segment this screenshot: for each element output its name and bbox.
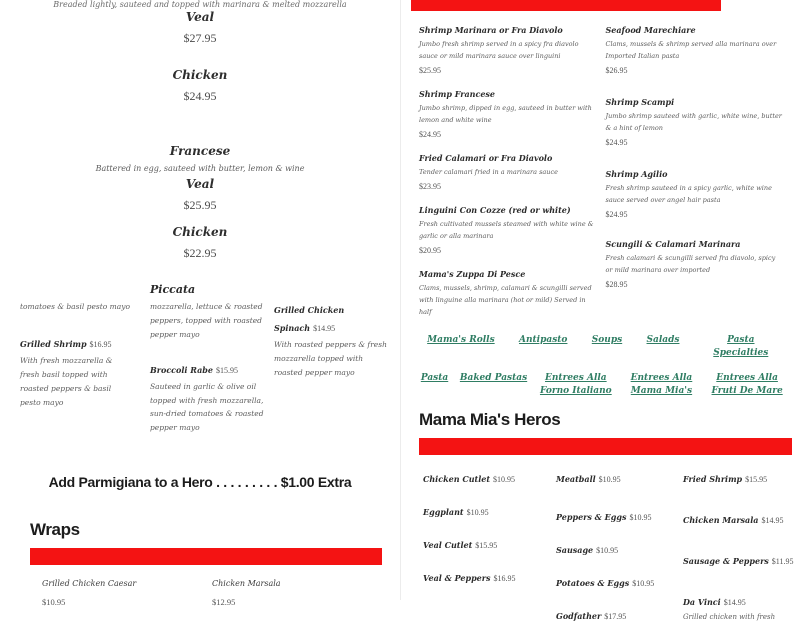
cut-off-description-line: Breaded lightly, sauteed and topped with marinara & melted mozzarella <box>53 0 347 9</box>
francese-title-chicken: Chicken <box>172 225 228 239</box>
seafood-item-description: Jumbo shrimp, dipped in egg, sauteed in butter with lemon and white wine <box>419 104 592 125</box>
hero-column-3 <box>274 283 388 448</box>
heros-items-grid <box>419 469 792 644</box>
seafood-item-price: $26.95 <box>605 66 628 76</box>
seafood-item-name: Scungili & Calamari Marinara <box>605 239 741 250</box>
hero-item-price: $14.95 <box>313 324 336 333</box>
spacer <box>0 46 400 64</box>
wrap-item-chicken-marsala <box>212 579 382 607</box>
dish-title-veal: Veal <box>185 10 215 24</box>
seafood-item-description: Jumbo shrimp sauteed with garlic, white wine, butter & a hint of lemon <box>605 112 782 133</box>
wrap-item-grilled-chicken-caesar <box>42 579 212 607</box>
section-heading-wraps: Wraps <box>30 520 80 540</box>
hero-item-price: $15.95 <box>215 365 238 375</box>
seafood-items-grid <box>401 11 800 332</box>
hero-column-1 <box>20 283 134 448</box>
nav-link-pasta[interactable]: Pasta <box>420 373 449 384</box>
hero-list-item <box>423 568 540 586</box>
seafood-item-name: Seafood Marechiare <box>605 25 696 35</box>
hero-column-2 <box>144 283 264 448</box>
hero-name: Veal Cutlet <box>423 540 473 551</box>
hero-list-item <box>682 551 794 569</box>
nav-link-pasta-specialties[interactable]: Pasta Specialties <box>713 335 769 359</box>
hero-name: Chicken Cutlet <box>423 474 491 485</box>
seafood-item-price: $28.95 <box>605 280 628 290</box>
hero-list-item <box>556 540 663 558</box>
nav-link-entrees-alla-forno-italiano[interactable]: Entrees Alla Forno Italiano <box>539 373 612 397</box>
seafood-item-name: Shrimp Francese <box>419 89 495 100</box>
spacer <box>0 104 400 122</box>
seafood-item-shrimp-francese <box>419 89 598 139</box>
hero-price: $14.95 <box>723 598 746 608</box>
hero-item-grilled-shrimp <box>20 334 134 410</box>
seafood-item-price: $20.95 <box>419 246 441 256</box>
hero-list-item <box>556 606 663 624</box>
hero-list-item <box>423 535 540 553</box>
seafood-item-shrimp-agilio <box>606 169 785 219</box>
hero-name: Eggplant <box>423 507 464 518</box>
hero-name: Sausage & Peppers <box>682 556 769 567</box>
nav-link-soups[interactable]: Soups <box>591 335 623 346</box>
seafood-item-description: Fresh calamari & scungilli served fra diavolo, spicy or mild marinara over imported <box>605 254 776 275</box>
hero-list-item <box>683 510 786 528</box>
seafood-item-description: Tender calamari fried in a marinara sauce <box>419 168 558 177</box>
seafood-red-divider <box>411 0 721 11</box>
hero-price: $10.95 <box>466 508 489 518</box>
francese-price-veal: $25.95 <box>183 198 217 212</box>
hero-list-item <box>556 573 663 591</box>
wrap-item-name: Chicken Marsala <box>212 579 281 589</box>
wraps-items-grid <box>30 579 382 607</box>
menu-navigation-links <box>401 332 800 398</box>
nav-link-salads[interactable]: Salads <box>646 335 680 346</box>
seafood-item-scungili-calamari-marinara <box>606 239 785 289</box>
seafood-column-1 <box>419 25 606 332</box>
hero-item-description: With roasted peppers & fresh mozzarella topped with roasted pepper mayo <box>274 340 387 377</box>
wraps-red-divider <box>30 548 382 565</box>
right-menu-panel <box>400 0 800 622</box>
hero-price: $16.95 <box>493 574 516 584</box>
nav-link-baked-pastas[interactable]: Baked Pastas <box>459 373 528 384</box>
hero-list-item <box>556 507 663 525</box>
hero-item-price: $16.95 <box>89 339 112 349</box>
hero-name: Sausage <box>555 545 594 556</box>
seafood-item-name: Linguini Con Cozze (red or white) <box>419 205 571 216</box>
wrap-item-price: $12.95 <box>212 597 236 608</box>
seafood-item-price: $24.95 <box>419 130 441 140</box>
seafood-item-name: Fried Calamari or Fra Diavolo <box>419 153 553 164</box>
hero-name: Meatball <box>555 474 596 485</box>
section-heading-mama-mias-heros: Mama Mia's Heros <box>419 410 561 430</box>
seafood-item-price: $23.95 <box>419 182 441 192</box>
seafood-item-name: Shrimp Scampi <box>605 97 675 108</box>
heros-column-1 <box>423 469 546 644</box>
seafood-item-seafood-marechiare <box>606 25 785 75</box>
spacer <box>0 122 400 140</box>
dish-title-chicken: Chicken <box>172 68 228 82</box>
hero-name: Peppers & Eggs <box>555 512 627 523</box>
nav-link-antipasto[interactable]: Antipasto <box>518 335 568 346</box>
hero-name: Veal & Peppers <box>423 573 491 584</box>
seafood-item-name: Shrimp Marinara or Fra Diavolo <box>419 25 563 35</box>
seafood-item-price: $25.95 <box>419 66 441 76</box>
hero-col1-leading-text: tomatoes & basil pesto mayo <box>20 302 131 311</box>
hero-list-item <box>556 469 663 487</box>
seafood-item-fried-calamari <box>419 153 598 191</box>
seafood-item-description: Clams, mussels & shrimp served alla marinara over Imported Italian pasta <box>605 40 777 61</box>
heros-column-3 <box>669 469 792 644</box>
hero-price: $17.95 <box>604 612 627 622</box>
entree-center-stack <box>0 0 400 261</box>
wrap-item-name: Grilled Chicken Caesar <box>42 579 137 589</box>
hero-list-item <box>423 469 540 487</box>
seafood-item-shrimp-scampi <box>606 97 785 147</box>
hero-name: Fried Shrimp <box>682 474 743 485</box>
seafood-item-linguini-con-cozze <box>419 205 598 255</box>
seafood-item-price: $24.95 <box>605 210 628 220</box>
hero-price: $15.95 <box>745 475 768 485</box>
section-description-francese: Battered in egg, sauteed with butter, lemon & wine <box>95 164 305 173</box>
hero-name: Potatoes & Eggs <box>555 578 630 589</box>
hero-list-item <box>683 592 786 621</box>
hero-item-description: With fresh mozzarella & fresh basil topped with roasted peppers & basil pesto mayo <box>20 355 113 407</box>
francese-price-chicken: $22.95 <box>183 246 217 260</box>
heros-section <box>401 410 800 644</box>
nav-link-entrees-alla-mama-mias[interactable]: Entrees Alla Mama Mia's <box>630 373 693 397</box>
hero-name: Godfather <box>555 611 602 622</box>
hero-item-grilled-chicken-spinach <box>274 300 388 380</box>
nav-link-mamas-rolls[interactable]: Mama's Rolls <box>427 335 495 346</box>
hero-name: Da Vinci <box>682 597 721 608</box>
dish-price-chicken: $24.95 <box>183 89 217 103</box>
seafood-item-name: Shrimp Agilio <box>605 169 668 180</box>
seafood-item-mamas-zuppa-di-pesce <box>419 269 598 318</box>
hero-list-item <box>423 502 540 520</box>
nav-link-entrees-alla-fruti-de-mare[interactable]: Entrees Alla Fruti De Mare <box>711 373 783 397</box>
hero-item-name: Grilled Chicken Spinach <box>274 305 345 333</box>
heros-column-2 <box>546 469 669 644</box>
hero-price: $11.95 <box>771 557 794 567</box>
hero-item-name: Grilled Shrimp <box>20 338 87 349</box>
heros-red-divider <box>419 438 792 455</box>
section-title-francese: Francese <box>169 144 231 158</box>
section-title-piccata: Piccata <box>150 283 196 296</box>
seafood-item-description: Jumbo fresh shrimp served in a spicy fra diavolo sauce or mild marinara sauce over linguini <box>419 40 579 61</box>
wraps-section <box>0 520 400 607</box>
seafood-column-2 <box>606 25 793 332</box>
hero-price: $10.95 <box>632 579 655 589</box>
hero-item-description: Sauteed in garlic & olive oil topped with fresh mozzarella, sun-dried tomatoes & roasted pepper mayo <box>150 381 264 433</box>
hero-col2-leading-text: mozzarella, lettuce & roasted peppers, topped with roasted pepper mayo <box>150 302 263 339</box>
hero-price: $14.95 <box>761 516 784 526</box>
hero-price: $10.95 <box>493 475 516 485</box>
seafood-item-shrimp-marinara <box>419 25 598 75</box>
nav-row-2 <box>415 372 790 398</box>
hero-sub-description: Grilled chicken with fresh <box>682 613 776 622</box>
seafood-item-name: Mama's Zuppa Di Pesce <box>419 269 526 280</box>
hero-item-name: Broccoli Rabe <box>150 364 213 375</box>
hero-list-item <box>683 469 786 487</box>
dish-price-veal: $27.95 <box>183 31 217 45</box>
seafood-item-description: Fresh shrimp sauteed in a spicy garlic, white wine sauce served over angel hair pasta <box>605 184 772 205</box>
add-parmigiana-note: Add Parmigiana to a Hero . . . . . . . . . $1.00 Extra <box>48 474 352 491</box>
hero-item-broccoli-rabe <box>150 360 264 436</box>
hero-price: $10.95 <box>596 546 619 556</box>
hero-price: $15.95 <box>475 541 498 551</box>
hero-description-columns <box>0 283 400 448</box>
hero-price: $10.95 <box>598 475 621 485</box>
seafood-item-description: Fresh cultivated mussels steamed with white wine & garlic or alla marinara <box>419 220 594 241</box>
seafood-item-price: $24.95 <box>605 138 628 148</box>
left-menu-panel <box>0 0 400 608</box>
seafood-item-description: Clams, mussels, shrimp, calamari & scungilli served with linguine alla marinara (hot or mild) Served in half <box>419 284 592 317</box>
wrap-item-price: $10.95 <box>42 597 66 608</box>
hero-name: Chicken Marsala <box>682 515 759 526</box>
francese-title-veal: Veal <box>185 177 215 191</box>
nav-row-1 <box>415 334 790 360</box>
hero-price: $10.95 <box>629 513 652 523</box>
